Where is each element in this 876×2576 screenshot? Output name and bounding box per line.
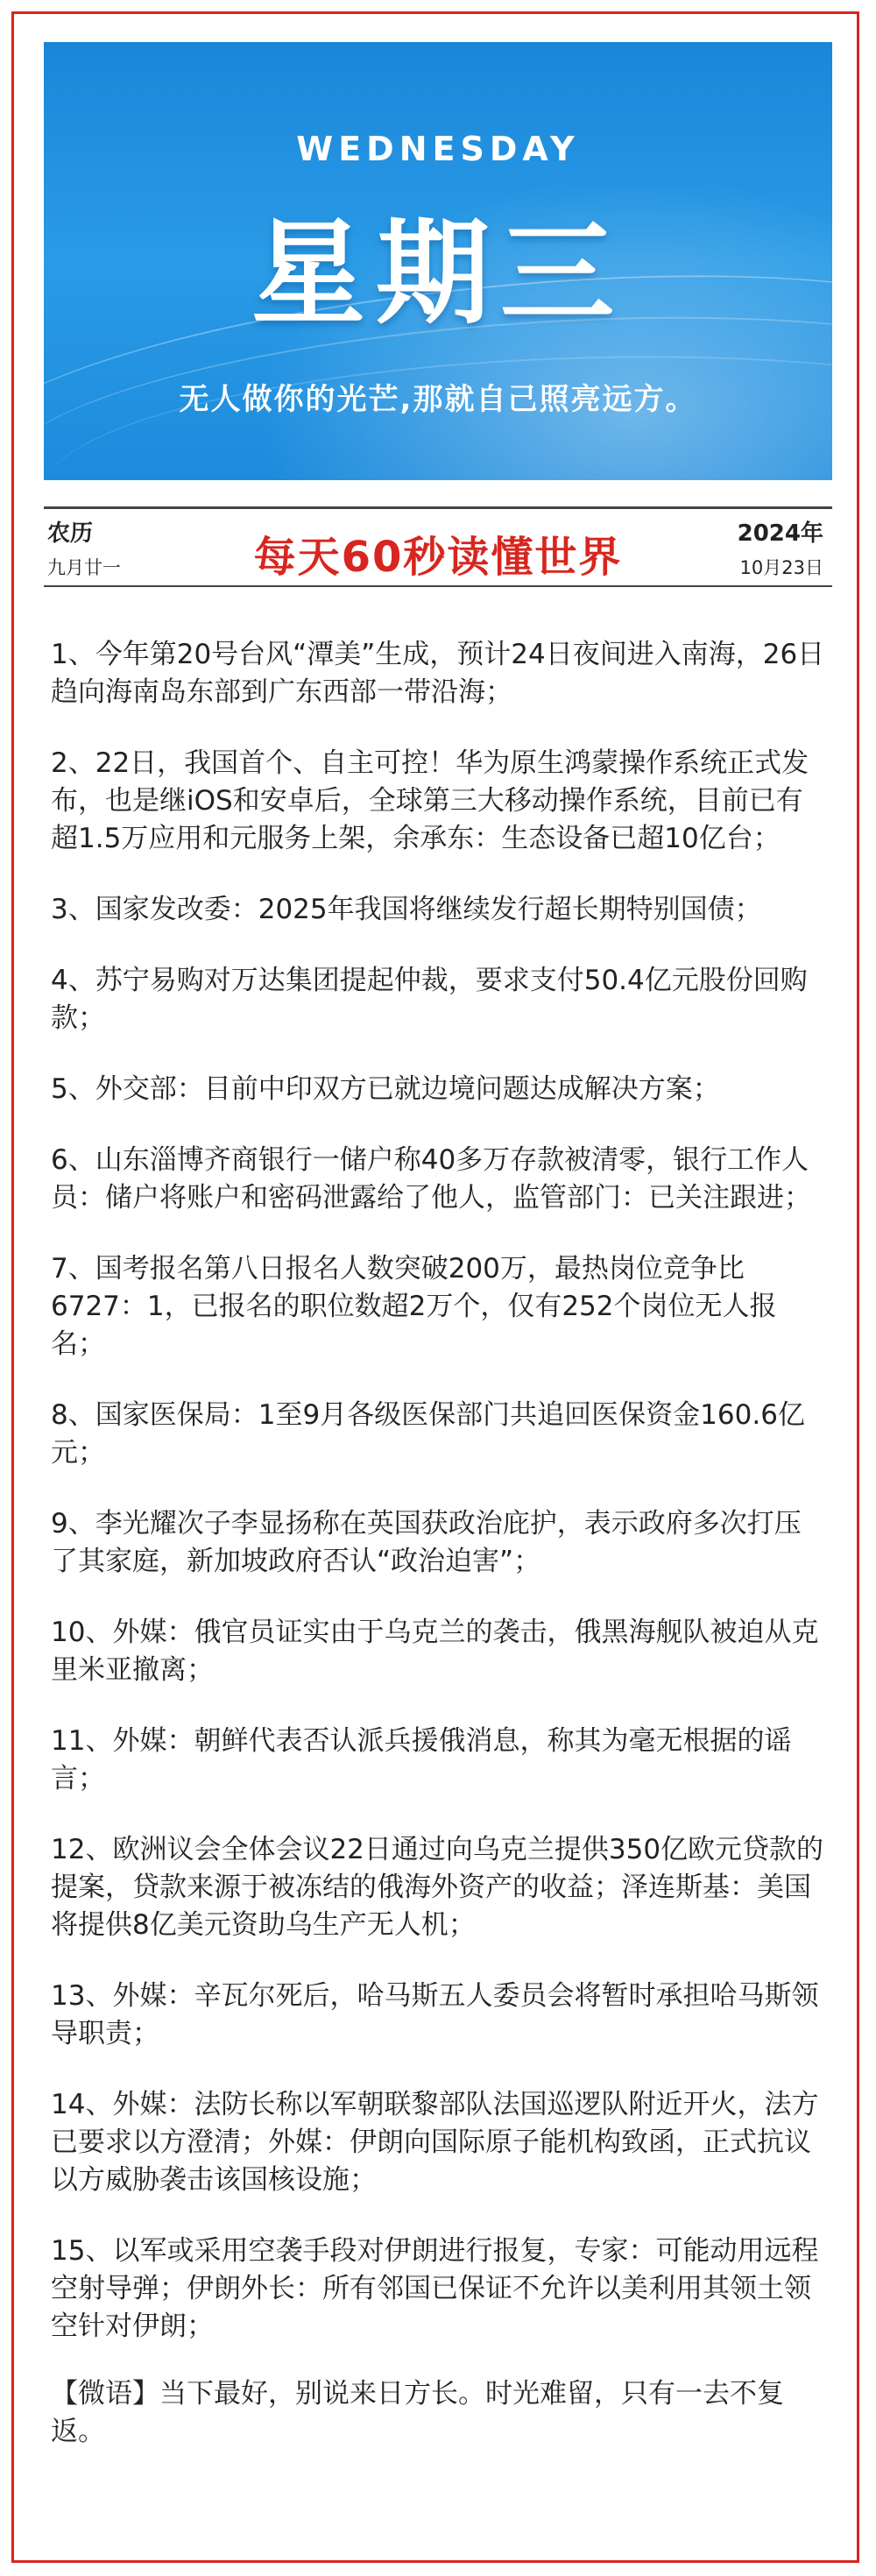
masthead-title: 每天60秒读懂世界: [253, 533, 623, 582]
daily-quote: 【微语】当下最好，别说来日方长。时光难留，只有一去不复返。: [51, 2378, 784, 2447]
news-item: 14、外媒：法防长称以军朝联黎部队法国巡逻队附近开火，法方已要求以方澄清；外媒：伊朗向国际原子能机构致函，正式抗议以方威胁袭击该国核设施；: [51, 2089, 819, 2196]
news-item: 8、国家医保局：1至9月各级医保部门共追回医保资金160.6亿元；: [51, 1399, 805, 1468]
news-item: 9、李光耀次子李显扬称在英国获政治庇护，表示政府多次打压了其家庭，新加坡政府否认“政治迫害”；: [51, 1508, 802, 1577]
news-item: 2、22日，我国首个、自主可控！华为原生鸿蒙操作系统正式发布，也是继iOS和安卓后，全球第三大移动操作系统，目前已有超1.5万应用和元服务上架，余承东：生态设备已超10亿台；: [51, 747, 809, 854]
weekday-chinese: 星期三: [251, 207, 625, 340]
header-rule-bottom: [44, 585, 832, 587]
news-item: 3、国家发改委：2025年我国将继续发行超长期特别国债；: [51, 894, 762, 925]
news-item: 11、外媒：朝鲜代表否认派兵援俄消息，称其为毫无根据的谣言；: [51, 1725, 792, 1794]
news-item: 4、苏宁易购对万达集团提起仲裁，要求支付50.4亿元股份回购款；: [51, 965, 808, 1034]
lunar-date: 九月廿一: [47, 557, 121, 578]
date-label: 10月23日: [739, 557, 823, 578]
news-item: 5、外交部：目前中印双方已就边境问题达成解决方案；: [51, 1073, 720, 1105]
news-item: 6、山东淄博齐商银行一储户称40多万存款被清零，银行工作人员：储户将账户和密码泄露给了他人，监管部门：已关注跟进；: [51, 1144, 811, 1214]
news-item: 12、欧洲议会全体会议22日通过向乌克兰提供350亿欧元贷款的提案，贷款来源于被冻结的俄海外资产的收益；泽连斯基：美国将提供8亿美元资助乌生产无人机；: [51, 1834, 824, 1941]
weekday-banner: [44, 42, 832, 480]
year-label: 2024年: [737, 520, 823, 547]
news-item: 7、国考报名第八日报名人数突破200万，最热岗位竞争比6727：1，已报名的职位数超2万个，仅有252个岗位无人报名；: [51, 1253, 777, 1360]
banner-slogan: 无人做你的光芒,那就自己照亮远方。: [179, 382, 697, 417]
news-list: [51, 636, 827, 2484]
header-rule-top: [44, 506, 832, 509]
weekday-english: WEDNESDAY: [296, 130, 580, 168]
news-item: 1、今年第20号台风“潭美”生成，预计24日夜间进入南海，26日趋向海南岛东部到广东西部一带沿海；: [51, 639, 825, 708]
news-item: 10、外媒：俄官员证实由于乌克兰的袭击，俄黑海舰队被迫从克里米亚撤离；: [51, 1617, 819, 1686]
lunar-label: 农历: [47, 520, 94, 547]
news-item: 15、以军或采用空袭手段对伊朗进行报复，专家：可能动用远程空射导弹；伊朗外长：所有邻国已保证不允许以美利用其领土领空针对伊朗；: [51, 2235, 819, 2342]
news-item: 13、外媒：辛瓦尔死后，哈马斯五人委员会将暂时承担哈马斯领导职责；: [51, 1980, 819, 2049]
